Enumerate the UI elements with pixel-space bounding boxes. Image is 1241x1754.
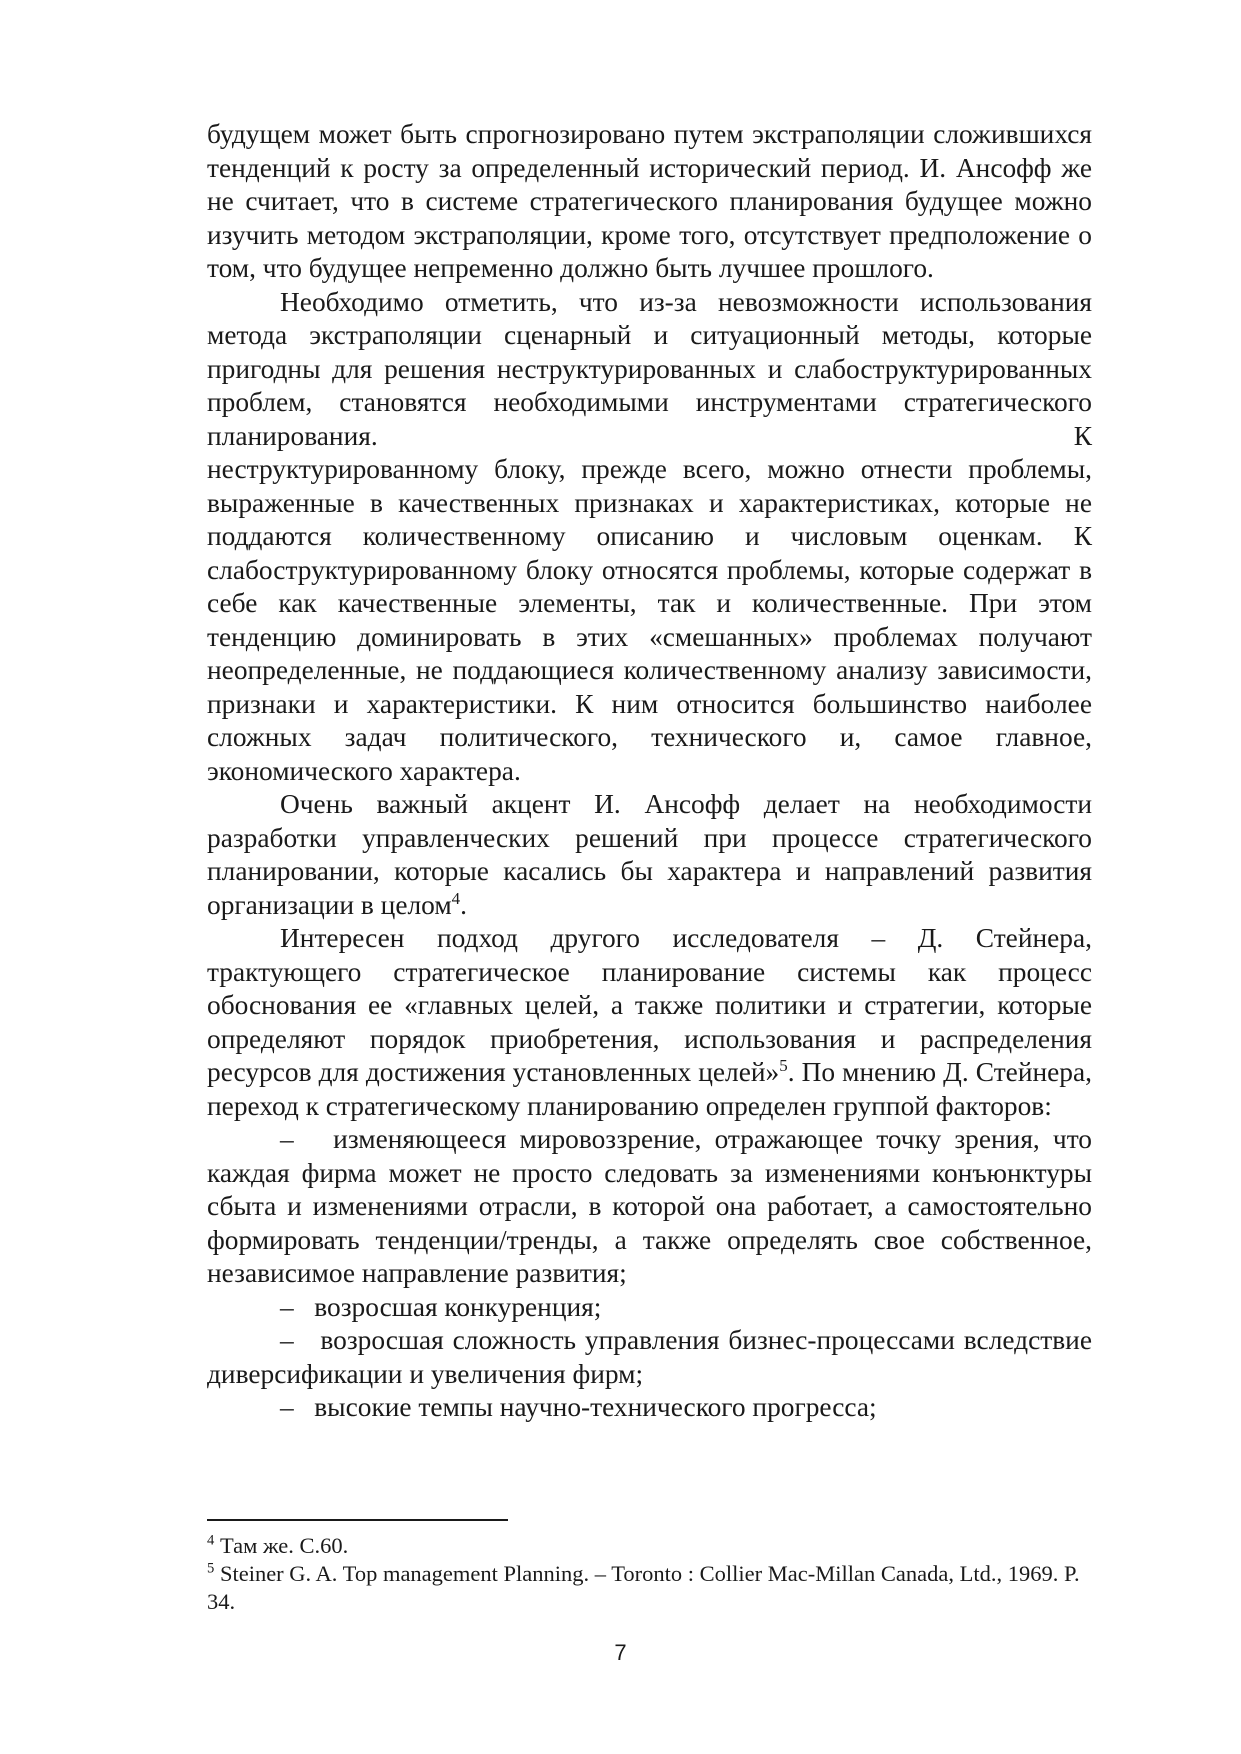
footnote-4 bbox=[207, 1532, 1092, 1560]
footnote-separator bbox=[207, 1519, 508, 1521]
paragraph-2-second-part: неструктурированному блоку, прежде всего, можно отнести проблемы, выраженные в качественных признаках и характеристиках, которые не поддаются количественному описанию и числовым оценкам. К слабоструктурированному блоку относятся проблемы, которые содержат в себе как качественные элементы, так и количественные. При этом тенденцию доминировать в этих «смешанных» проблемах получают неопределенные, не поддающиеся количественному анализу зависимости, признаки и характеристики. К ним относится большинство наиболее сложных задач политического, технического и, самое главное, экономического характера. bbox=[207, 454, 1092, 786]
footnote-ref-4[interactable]: 4 bbox=[451, 888, 461, 908]
list-marker: – bbox=[280, 1392, 294, 1422]
list-marker: – bbox=[280, 1325, 294, 1355]
paragraph-4 bbox=[207, 922, 1092, 1123]
list-item-text: возросшая сложность управления бизнес-процессами вследствие диверсификации и увеличения фирм; bbox=[207, 1325, 1092, 1389]
footnote-number: 4 bbox=[207, 1532, 215, 1549]
list-item bbox=[207, 1391, 1092, 1425]
page-number: 7 bbox=[614, 1640, 627, 1665]
footnote-ref-5[interactable]: 5 bbox=[779, 1055, 788, 1075]
footnotes bbox=[207, 1532, 1092, 1616]
list-item bbox=[207, 1291, 1092, 1325]
paragraph-3 bbox=[207, 788, 1092, 922]
paragraph-4-text: Интересен подход другого исследователя – Д. Стейнера, трактующего стратегическое планирование системы как процесс обоснования ее «главных целей, а также политики и стратегии, которые определяют порядок приобретения, использования и распределения ресурсов для достижения установленных целей» bbox=[207, 923, 1092, 1087]
footnote-text: Steiner G. A. Top management Planning. – Toronto : Collier Mac-Millan Canada, Ltd., 1969. P. 34. bbox=[207, 1561, 1080, 1614]
list-marker: – bbox=[280, 1291, 294, 1322]
paragraph-2-first-part: Необходимо отметить, что из-за невозможности использования метода экстраполяции сценарный и ситуационный методы, которые пригодны для решения неструктурированных и слабоструктурированных проблем, становятся необходимыми инструментами стратегического планирования. К bbox=[207, 286, 1092, 451]
paragraph-3-text: Очень важный акцент И. Ансофф делает на необходимости разработки управленческих решений при процессе стратегического планировании, которые касались бы характера и направлений развития организации в целом bbox=[207, 789, 1092, 920]
list-item-text: возросшая конкуренция; bbox=[314, 1291, 602, 1322]
paragraph-4-tail: . По мнению Д. Стейнера, переход к стратегическому планированию определен группой факторов: bbox=[207, 1057, 1092, 1121]
list-item bbox=[207, 1123, 1092, 1291]
paragraph-1: будущем может быть спрогнозировано путем экстраполяции сложившихся тенденций к росту за определенный исторический период. И. Ансофф же не считает, что в системе стратегического планирования будущее можно изучить методом экстраполяции, кроме того, отсутствует предположение о том, что будущее непременно должно быть лучшее прошлого. bbox=[207, 119, 1092, 283]
footnote-5 bbox=[207, 1560, 1092, 1616]
list-marker: – bbox=[280, 1124, 294, 1154]
footnote-text: Там же. С.60. bbox=[219, 1533, 349, 1558]
paragraph-3-tail: . bbox=[460, 889, 468, 920]
body-text bbox=[207, 118, 1092, 1425]
list-item-text: изменяющееся мировоззрение, отражающее точку зрения, что каждая фирма может не просто следовать за изменениями конъюнктуры сбыта и изменениями отрасли, в которой она работает, а самостоятельно формировать тенденции/тренды, а также определять свое собственное, независимое направление развития; bbox=[207, 1124, 1093, 1288]
footnote-number: 5 bbox=[207, 1560, 215, 1577]
list-item bbox=[207, 1324, 1092, 1391]
list-item-text: высокие темпы научно-технического прогресса; bbox=[314, 1392, 877, 1422]
